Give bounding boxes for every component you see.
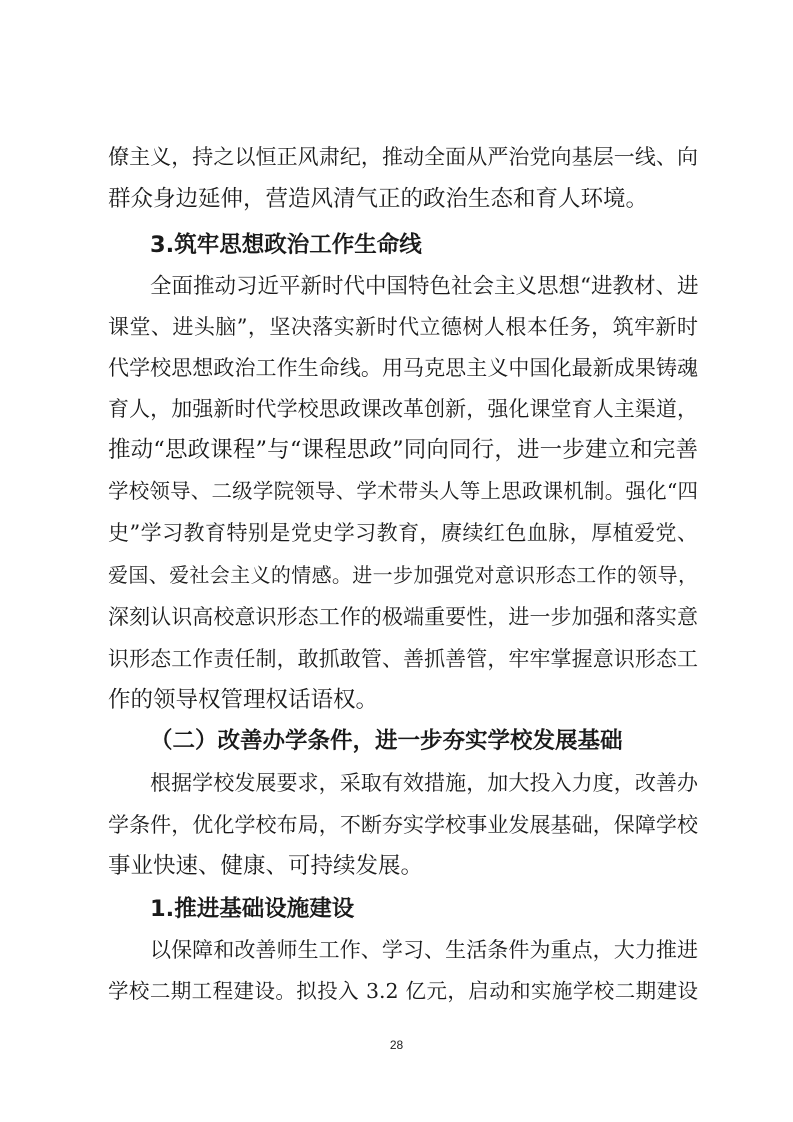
section-heading: 1.推进基础设施建设 bbox=[150, 896, 355, 922]
paragraph-line: 深刻认识高校意识形态工作的极端重要性，进一步加强和落实意 bbox=[108, 605, 698, 629]
paragraph-line: 推动“思政课程”与“课程思政”同向同行，进一步建立和完善 bbox=[108, 437, 698, 463]
paragraph-line: 学校领导、二级学院领导、学术带头人等上思政课机制。强化“四 bbox=[108, 479, 698, 503]
paragraph-line: 识形态工作责任制，敢抓敢管、善抓善管，牢牢掌握意识形态工 bbox=[108, 647, 698, 671]
paragraph-line: 学校二期工程建设。拟投入 3.2 亿元，启动和实施学校二期建设 bbox=[108, 979, 698, 1003]
section-heading: 3.筑牢思想政治工作生命线 bbox=[150, 232, 422, 258]
page-number: 28 bbox=[389, 1038, 404, 1052]
paragraph-line: 群众身边延伸，营造风清气正的政治生态和育人环境。 bbox=[108, 186, 649, 212]
paragraph-line: 作的领导权管理权话语权。 bbox=[108, 687, 379, 713]
subsection-heading: （二）改善办学条件，进一步夯实学校发展基础 bbox=[150, 728, 623, 754]
paragraph-line: 僚主义，持之以恒正风肃纪，推动全面从严治党向基层一线、向 bbox=[108, 145, 698, 169]
paragraph-line: 学条件，优化学校布局，不断夯实学校事业发展基础，保障学校 bbox=[108, 813, 698, 837]
paragraph-line: 全面推动习近平新时代中国特色社会主义思想“进教材、进 bbox=[150, 274, 699, 299]
paragraph-line: 以保障和改善师生工作、学习、生活条件为重点，大力推进 bbox=[150, 938, 698, 962]
paragraph-line: 爱国、爱社会主义的情感。进一步加强党对意识形态工作的领导， bbox=[108, 563, 698, 587]
paragraph-line: 根据学校发展要求，采取有效措施，加大投入力度，改善办 bbox=[150, 771, 698, 795]
paragraph-line: 育人，加强新时代学校思政课改革创新，强化课堂育人主渠道， bbox=[108, 397, 698, 421]
paragraph-line: 课堂、进头脑”，坚决落实新时代立德树人根本任务，筑牢新时 bbox=[108, 315, 698, 339]
paragraph-line: 事业快速、健康、可持续发展。 bbox=[108, 853, 424, 879]
paragraph-line: 代学校思想政治工作生命线。用马克思主义中国化最新成果铸魂 bbox=[108, 356, 698, 380]
paragraph-line: 史”学习教育特别是党史学习教育，赓续红色血脉，厚植爱党、 bbox=[108, 521, 698, 545]
